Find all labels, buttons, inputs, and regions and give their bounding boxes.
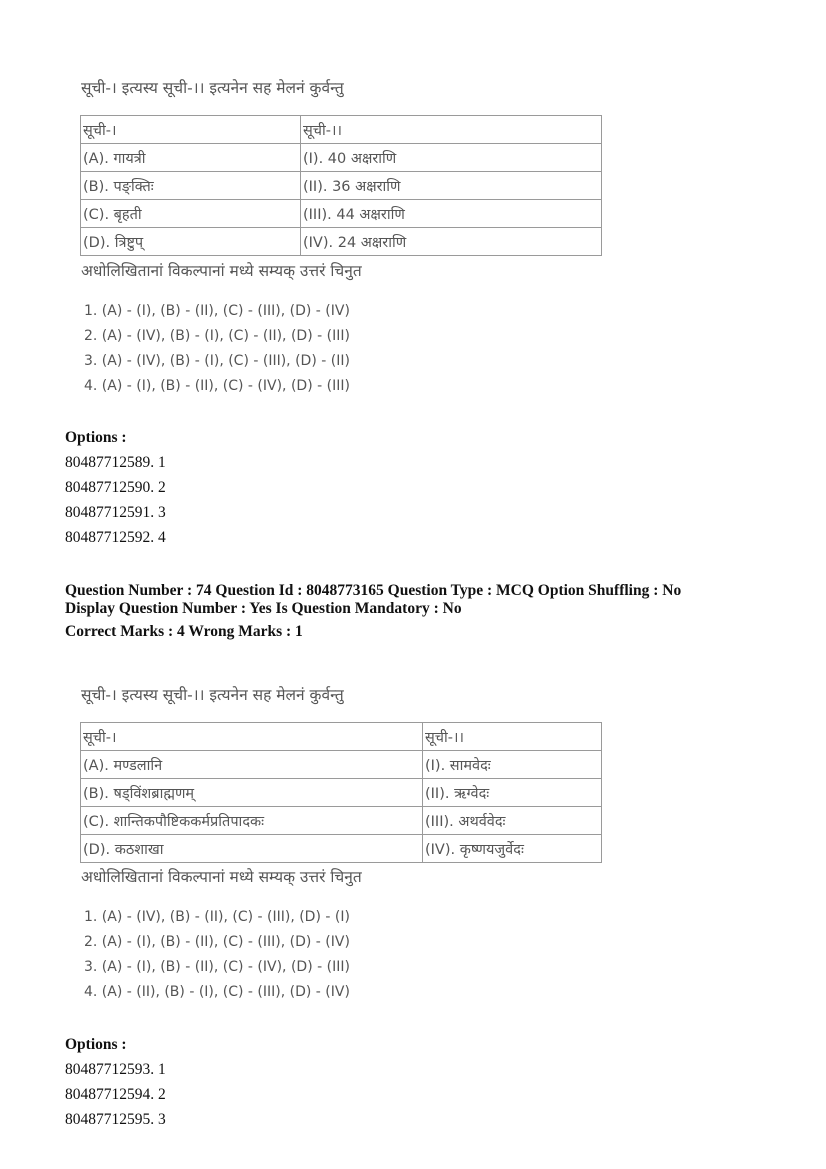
table-cell: (D). कठशाखा <box>81 835 423 863</box>
table-row <box>81 228 602 256</box>
choice-item: 3. (A) - (IV), (B) - (I), (C) - (III), (D) - (II) <box>84 353 350 369</box>
question-meta-line: Display Question Number : Yes Is Question Mandatory : No <box>65 600 462 617</box>
table-cell: (D). त्रिष्टुप् <box>81 228 301 256</box>
option-item: 80487712593. 1 <box>65 1061 166 1078</box>
table-cell: (C). बृहती <box>81 200 301 228</box>
table-cell: (III). 44 अक्षराणि <box>301 200 602 228</box>
choice-item: 2. (A) - (IV), (B) - (I), (C) - (II), (D) - (III) <box>84 328 350 344</box>
question-meta-line: Correct Marks : 4 Wrong Marks : 1 <box>65 623 303 640</box>
choice-list <box>84 299 350 399</box>
table-row <box>81 172 602 200</box>
table-cell: (II). ऋग्वेदः <box>423 779 602 807</box>
option-item: 80487712590. 2 <box>65 479 166 496</box>
table-row <box>81 807 602 835</box>
table-header-cell: सूची-।। <box>301 116 602 144</box>
choice-item: 2. (A) - (I), (B) - (II), (C) - (III), (D) - (IV) <box>84 934 350 950</box>
table-cell: (IV). 24 अक्षराणि <box>301 228 602 256</box>
choose-instruction: अधोलिखितानां विकल्पानां मध्ये सम्यक् उत्तरं चिनुत <box>81 262 362 280</box>
question-meta-line: Question Number : 74 Question Id : 8048773165 Question Type : MCQ Option Shuffling : No <box>65 582 682 599</box>
table-cell: (I). 40 अक्षराणि <box>301 144 602 172</box>
table-row <box>81 835 602 863</box>
options-label: Options : <box>65 429 127 446</box>
choice-list <box>84 905 350 1005</box>
choice-item: 4. (A) - (II), (B) - (I), (C) - (III), (D) - (IV) <box>84 984 350 1000</box>
table-row <box>81 751 602 779</box>
choose-instruction: अधोलिखितानां विकल्पानां मध्ये सम्यक् उत्तरं चिनुत <box>81 868 362 886</box>
match-table <box>80 722 602 863</box>
table-cell: (II). 36 अक्षराणि <box>301 172 602 200</box>
option-item: 80487712591. 3 <box>65 504 166 521</box>
choice-item: 1. (A) - (IV), (B) - (II), (C) - (III), (D) - (I) <box>84 909 350 925</box>
table-cell: (III). अथर्ववेदः <box>423 807 602 835</box>
option-item: 80487712595. 3 <box>65 1111 166 1128</box>
table-header-cell: सूची-। <box>81 723 423 751</box>
table-cell: (IV). कृष्णयजुर्वेदः <box>423 835 602 863</box>
table-row <box>81 200 602 228</box>
question-instruction: सूची-। इत्यस्य सूची-।। इत्यनेन सह मेलनं कुर्वन्तु <box>81 686 344 704</box>
table-cell: (A). गायत्री <box>81 144 301 172</box>
option-item: 80487712592. 4 <box>65 529 166 546</box>
match-table <box>80 115 602 256</box>
table-row <box>81 144 602 172</box>
table-cell: (A). मण्डलानि <box>81 751 423 779</box>
option-item: 80487712589. 1 <box>65 454 166 471</box>
table-header-row <box>81 116 602 144</box>
table-cell: (B). षड्विंशब्राह्मणम् <box>81 779 423 807</box>
table-header-row <box>81 723 602 751</box>
option-item: 80487712594. 2 <box>65 1086 166 1103</box>
table-cell: (I). सामवेदः <box>423 751 602 779</box>
table-header-cell: सूची-।। <box>423 723 602 751</box>
choice-item: 1. (A) - (I), (B) - (II), (C) - (III), (D) - (IV) <box>84 303 350 319</box>
choice-item: 4. (A) - (I), (B) - (II), (C) - (IV), (D) - (III) <box>84 378 350 394</box>
table-cell: (B). पङ्क्तिः <box>81 172 301 200</box>
options-label: Options : <box>65 1036 127 1053</box>
question-instruction: सूची-। इत्यस्य सूची-।। इत्यनेन सह मेलनं कुर्वन्तु <box>81 79 344 97</box>
table-row <box>81 779 602 807</box>
table-cell: (C). शान्तिकपौष्टिककर्मप्रतिपादकः <box>81 807 423 835</box>
table-header-cell: सूची-। <box>81 116 301 144</box>
choice-item: 3. (A) - (I), (B) - (II), (C) - (IV), (D) - (III) <box>84 959 350 975</box>
